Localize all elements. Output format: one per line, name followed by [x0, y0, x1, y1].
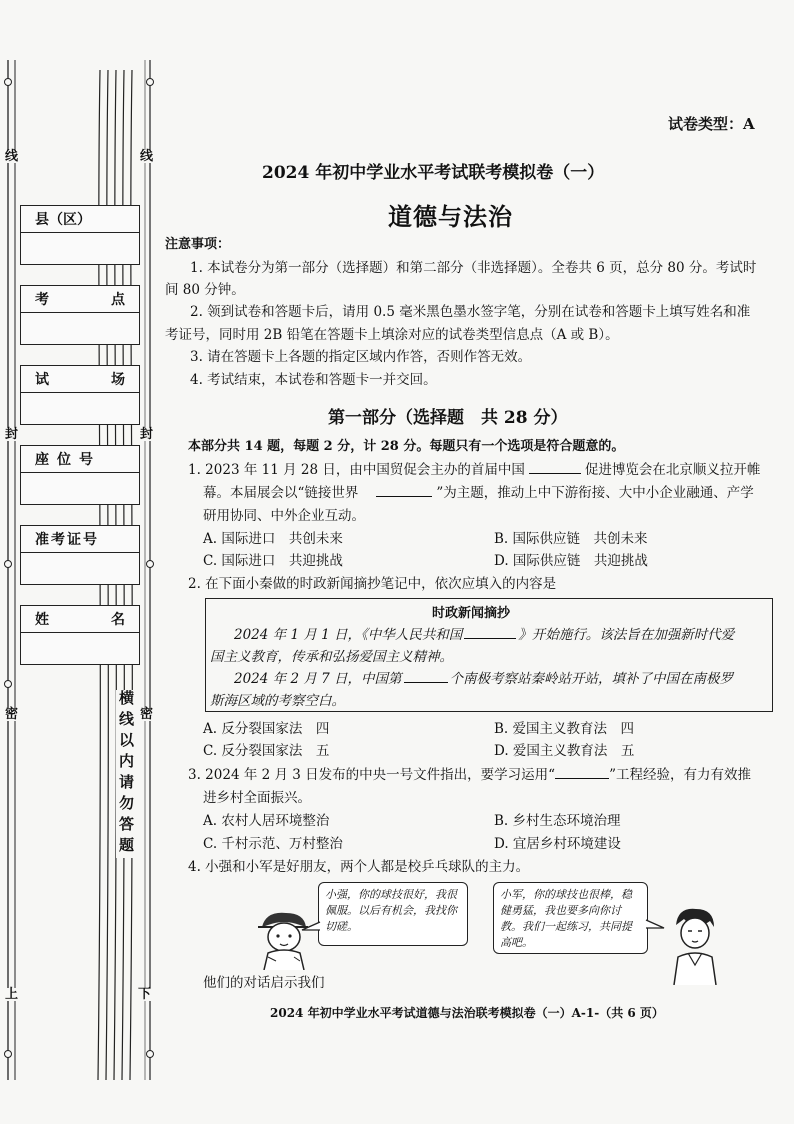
margin-label-bottom-right: 下 — [138, 987, 152, 1002]
q1-option-c[interactable]: C. 国际进口 共迎挑战 — [203, 553, 343, 569]
admission-number-box[interactable] — [20, 525, 140, 585]
speech-bubble-left-tail — [300, 920, 322, 934]
margin-label-mi-right: 密 — [140, 707, 154, 722]
q4-stem: 4. 小强和小军是好朋友，两个人都是校乒乓球队的主力。 — [188, 859, 530, 875]
note-line: 1. 本试卷分为第一部分（选择题）和第二部分（非选择题）。全卷共 6 页，总分 80 分。考试时 — [190, 260, 757, 276]
part1-title: 第一部分（选择题 共 28 分） — [328, 408, 568, 428]
q1-text: 1. 2023 年 11 月 28 日，由中国贸促会主办的首届中国 — [188, 462, 525, 478]
xiaojun-cartoon-figure — [250, 905, 320, 970]
q2-note-text: 斯海区域的考察空白。 — [210, 693, 345, 709]
q3-option-d[interactable]: D. 宜居乡村环境建设 — [494, 836, 621, 852]
q2-option-a[interactable]: A. 反分裂国家法 四 — [203, 721, 330, 737]
note-line: 2. 领到试卷和答题卡后，请用 0.5 毫米黑色墨水签字笔，分别在试卷和答题卡上填写姓名和准 — [190, 304, 751, 320]
q2-note-text: 个南极考察站秦岭站开站，填补了中国在南极罗 — [449, 671, 733, 687]
q1-option-b[interactable]: B. 国际供应链 共创未来 — [494, 531, 648, 547]
binding-hole — [4, 78, 12, 86]
seat-number-box[interactable] — [20, 445, 140, 505]
margin-label-bottom-left: 上 — [5, 987, 19, 1002]
binding-hole — [146, 1050, 154, 1058]
q3-option-c[interactable]: C. 千村示范、万村整治 — [203, 836, 343, 852]
speech-bubble-right: 小军，你的球技也很棒，稳健勇猛，我也要多向你讨教。我们一起练习，共同提高吧。 — [493, 882, 648, 954]
binding-hole — [4, 1050, 12, 1058]
q1-option-d[interactable]: D. 国际供应链 共迎挑战 — [494, 553, 648, 569]
q3-text: 3. 2024 年 2 月 3 日发布的中央一号文件指出，要学习运用“ — [188, 767, 556, 783]
q2-note-text: 》开始施行。该法旨在加强新时代爱 — [518, 627, 735, 643]
q2-stem: 2. 在下面小秦做的时政新闻摘抄笔记中，依次应填入的内容是 — [188, 576, 557, 592]
q2-blank-2[interactable] — [404, 668, 448, 683]
margin-label-feng-left: 封 — [5, 427, 19, 442]
note-line: 3. 请在答题卡上各题的指定区域内作答，否则作答无效。 — [190, 349, 532, 365]
q3-blank[interactable] — [555, 764, 609, 779]
exam-site-label-b: 点 — [111, 292, 125, 308]
speech-bubble-right-tail — [644, 918, 666, 932]
county-box[interactable] — [20, 205, 140, 265]
subject-title: 道德与法治 — [388, 202, 513, 231]
name-label-b: 名 — [111, 612, 125, 628]
q4-ending: 他们的对话启示我们 — [203, 975, 325, 991]
seat-number-label: 座位号 — [35, 452, 101, 468]
exam-room-label-a: 试 — [35, 372, 49, 388]
q3-text: 进乡村全面振兴。 — [203, 790, 311, 806]
name-label-a: 姓 — [35, 612, 49, 628]
margin-label-mi-left: 密 — [5, 707, 19, 722]
exam-room-label-b: 场 — [111, 372, 125, 388]
note-line: 4. 考试结束，本试卷和答题卡一并交回。 — [190, 372, 437, 388]
notes-heading: 注意事项： — [165, 237, 231, 252]
q3-option-a[interactable]: A. 农村人居环境整治 — [203, 813, 330, 829]
q2-note-text: 2024 年 2 月 7 日，中国第 — [234, 671, 402, 687]
q3-option-b[interactable]: B. 乡村生态环境治理 — [494, 813, 621, 829]
news-notes-title: 时政新闻摘抄 — [432, 606, 511, 621]
paper-type: 试卷类型：A — [668, 115, 755, 133]
q2-note-text: 2024 年 1 月 1 日，《中华人民共和国 — [234, 627, 463, 643]
admission-number-label: 准考证号 — [35, 532, 99, 548]
exam-room-box[interactable] — [20, 365, 140, 425]
exam-site-label-a: 考 — [35, 292, 49, 308]
county-label: 县（区） — [35, 212, 91, 228]
q1-blank-1[interactable] — [529, 459, 581, 474]
q2-note-text: 国主义教育，传承和弘扬爱国主义精神。 — [210, 649, 453, 665]
binding-hole — [4, 680, 12, 688]
exam-site-box[interactable] — [20, 285, 140, 345]
answer-warning: 横线以内请勿答题 — [117, 690, 135, 858]
note-line: 间 80 分钟。 — [165, 282, 245, 298]
q1-text: ”为主题，推动上中下游衔接、大中小企业融通、产学 — [436, 485, 754, 501]
q1-text: 幕。本届展会以“链接世界 — [203, 485, 359, 501]
q2-option-b[interactable]: B. 爱国主义教育法 四 — [494, 721, 635, 737]
q1-option-a[interactable]: A. 国际进口 共创未来 — [203, 531, 343, 547]
q1-blank-2[interactable] — [376, 482, 432, 497]
margin-label-xian-left: 线 — [5, 149, 19, 164]
q1-text: 促进博览会在北京顺义拉开帷 — [584, 462, 761, 478]
q2-blank-1[interactable] — [464, 624, 516, 639]
binding-margin — [0, 0, 160, 1124]
part1-intro: 本部分共 14 题，每题 2 分，计 28 分。每题只有一个选项是符合题意的。 — [188, 439, 625, 454]
margin-label-xian-right: 线 — [140, 149, 154, 164]
q1-text: 研用协同、中外企业互动。 — [203, 508, 365, 524]
q2-option-d[interactable]: D. 爱国主义教育法 五 — [494, 743, 635, 759]
page-footer: 2024 年初中学业水平考试道德与法治联考模拟卷（一）A-1-（共 6 页） — [270, 1006, 664, 1020]
binding-hole — [146, 560, 154, 568]
binding-hole — [146, 78, 154, 86]
xiaoqiang-cartoon-figure — [664, 905, 724, 985]
q2-option-c[interactable]: C. 反分裂国家法 五 — [203, 743, 330, 759]
note-line: 考证号，同时用 2B 铅笔在答题卡上填涂对应的试卷类型信息点（A 或 B）。 — [165, 327, 619, 343]
margin-label-feng-right: 封 — [140, 427, 154, 442]
q3-text: ”工程经验，有力有效推 — [609, 767, 751, 783]
speech-bubble-left: 小强，你的球技很好，我很佩服。以后有机会，我找你切磋。 — [318, 882, 468, 946]
exam-title: 2024 年初中学业水平考试联考模拟卷（一） — [262, 163, 605, 183]
binding-hole — [4, 560, 12, 568]
name-box[interactable] — [20, 605, 140, 665]
